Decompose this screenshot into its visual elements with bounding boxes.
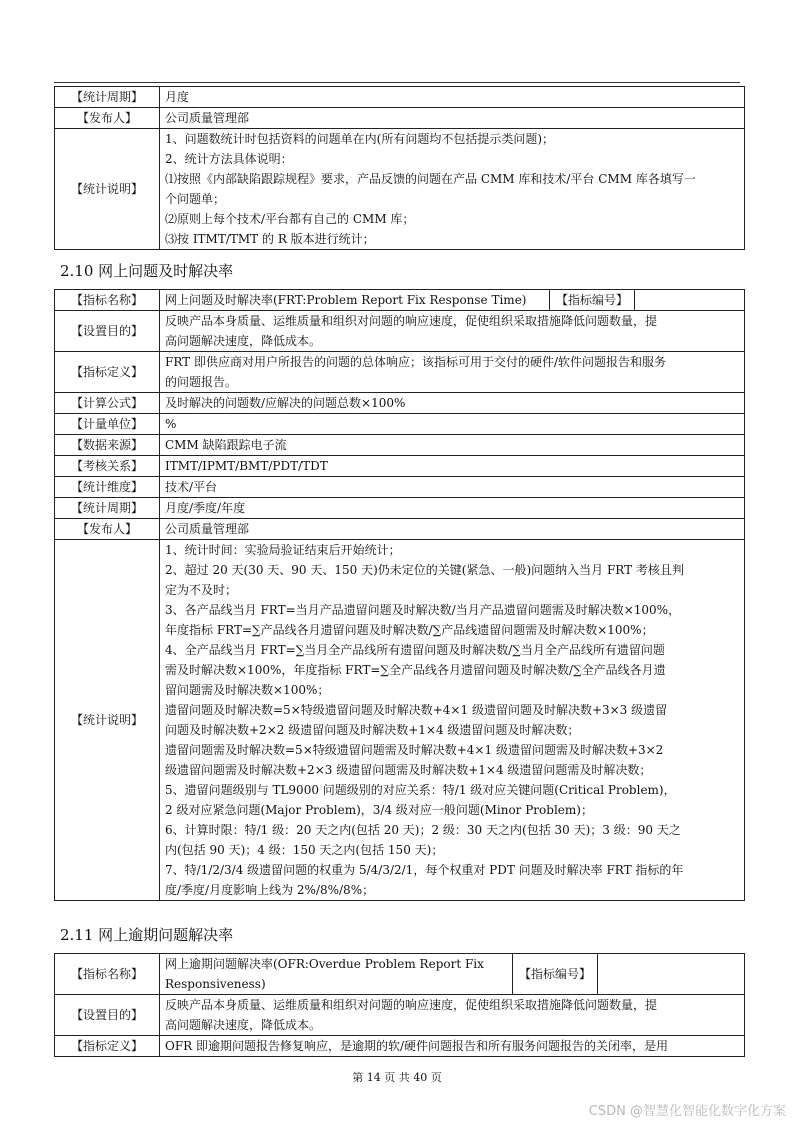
row-value: 1、问题数统计时包括资料的问题单在内(所有问题均不包括提示类问题)； 2、统计方法具体说明： ⑴按照《内部缺陷跟踪规程》要求，产品反馈的问题在产品 CMM 库和技术/平台 CMM 库各填写一 个问题单； ⑵原则上每个技术/平台都有自己的 CMM 库； ⑶按 ITMT/TMT 的 R 版本进行统计；: [160, 129, 745, 250]
indicator-code-label: 【指标编号】: [513, 954, 598, 995]
row-label: 【统计说明】: [55, 540, 160, 901]
row-label: 【指标名称】: [55, 954, 160, 995]
row-label: 【计量单位】: [55, 414, 160, 435]
table-row: [55, 87, 745, 108]
row-value: OFR 即逾期问题报告修复响应，是逾期的软/硬件问题报告和所有服务问题报告的关闭率，是用: [160, 1036, 745, 1057]
page-footer: 第 14 页 共 40 页: [352, 1071, 442, 1084]
indicator-code-value: [598, 954, 745, 995]
indicator-name: 网上问题及时解决率(FRT:Problem Report Fix Response Time): [160, 290, 550, 311]
indicator-code-value: [635, 290, 745, 311]
table-row: [55, 414, 745, 435]
table-row: [55, 435, 745, 456]
row-value: 公司质量管理部: [160, 519, 745, 540]
row-value: 公司质量管理部: [160, 108, 745, 129]
table-row: [55, 129, 745, 250]
header-rule: [54, 82, 740, 83]
row-label: 【指标名称】: [55, 290, 160, 311]
row-label: 【发布人】: [55, 108, 160, 129]
row-value: 1、统计时间：实验局验证结束后开始统计； 2、超过 20 天(30 天、90 天、150 天)仍未定位的关键(紧急、一般)问题纳入当月 FRT 考核且判 定为不及时； 3、各产品线当月 FRT=当月产品遗留问题及时解决数/当月产品遗留问题需及时解决数×100%， 年度指标 FRT=∑产品线各月遗留问题及时解决数/∑产品线遗留问题需及时解决数×100%； 4、全产品线当月 FRT=∑当月全产品线所有遗留问题及时解决数/∑当月全产品线所有遗留问题 需及时解决数×100%，年度指标 FRT=∑全产品线各月遗留问题及时解决数/∑全产品线各月遗 留问题需及时解决数×100%； 遗留问题及时解决数=5×特级遗留问题及时解决数+4×1 级遗留问题及时解决数+3×3 级遗留 问题及时解决数+2×2 级遗留问题及时解决数+1×4 级遗留问题及时解决数； 遗留问题需及时解决数=5×特级遗留问题需及时解决数+4×1 级遗留问题需及时解决数+3×2 级遗留问题需及时解决数+2×3 级遗留问题需及时解决数+1×4 级遗留问题需及时解决数； 5、遗留问题级别与 TL9000 问题级别的对应关系：特/1 级对应关键问题(Critical Problem)， 2 级对应紧急问题(Major Problem)，3/4 级对应一般问题(Minor Problem)； 6、计算时限：特/1 级：20 天之内(包括 20 天)；2 级：30 天之内(包括 30 天)；3 级：90 天之 内(包括 90 天)；4 级：150 天之内(包括 150 天)； 7、特/1/2/3/4 级遗留问题的权重为 5/4/3/2/1，每个权重对 PDT 问题及时解决率 FRT 指标的年 度/季度/月度影响上线为 2%/8%/8%；: [160, 540, 745, 901]
row-label: 【统计周期】: [55, 87, 160, 108]
row-value: CMM 缺陷跟踪电子流: [160, 435, 745, 456]
row-value: 月度: [160, 87, 745, 108]
row-label: 【设置目的】: [55, 311, 160, 352]
row-label: 【指标定义】: [55, 352, 160, 393]
row-value: 及时解决的问题数/应解决的问题总数×100%: [160, 393, 745, 414]
row-label: 【考核关系】: [55, 456, 160, 477]
table-row: [55, 290, 745, 311]
row-value: FRT 即供应商对用户所报告的问题的总体响应；该指标可用于交付的硬件/软件问题报告和服务 的问题报告。: [160, 352, 745, 393]
table-row: [55, 1036, 745, 1057]
table-row: [55, 954, 745, 995]
row-label: 【设置目的】: [55, 995, 160, 1036]
row-value: %: [160, 414, 745, 435]
row-label: 【统计说明】: [55, 129, 160, 250]
table-row: [55, 108, 745, 129]
row-label: 【数据来源】: [55, 435, 160, 456]
table-row: [55, 498, 745, 519]
row-value: 反映产品本身质量、运维质量和组织对问题的响应速度，促使组织采取措施降低问题数量，提 高问题解决速度，降低成本。: [160, 995, 745, 1036]
table-row: [55, 456, 745, 477]
row-label: 【计算公式】: [55, 393, 160, 414]
section-heading: 2.10 网上问题及时解决率: [60, 262, 234, 280]
row-label: 【指标定义】: [55, 1036, 160, 1057]
table-row: [55, 995, 745, 1036]
row-value: 月度/季度/年度: [160, 498, 745, 519]
table-row: [55, 540, 745, 901]
watermark: CSDN @智慧化智能化数字化方案: [588, 1104, 786, 1119]
table-ofr: [54, 953, 745, 1057]
row-label: 【统计周期】: [55, 498, 160, 519]
table-row: [55, 352, 745, 393]
row-value: 反映产品本身质量、运维质量和组织对问题的响应速度，促使组织采取措施降低问题数量，提 高问题解决速度，降低成本。: [160, 311, 745, 352]
table-frt: [54, 289, 745, 901]
table-row: [55, 519, 745, 540]
table-row: [55, 477, 745, 498]
section-heading: 2.11 网上逾期问题解决率: [60, 926, 234, 944]
indicator-name: 网上逾期问题解决率(OFR:Overdue Problem Report Fix Responsiveness): [160, 954, 513, 995]
row-value: 技术/平台: [160, 477, 745, 498]
row-value: ITMT/IPMT/BMT/PDT/TDT: [160, 456, 745, 477]
table-continued: [54, 86, 745, 250]
row-label: 【统计维度】: [55, 477, 160, 498]
table-row: [55, 393, 745, 414]
indicator-code-label: 【指标编号】: [550, 290, 635, 311]
table-row: [55, 311, 745, 352]
row-label: 【发布人】: [55, 519, 160, 540]
